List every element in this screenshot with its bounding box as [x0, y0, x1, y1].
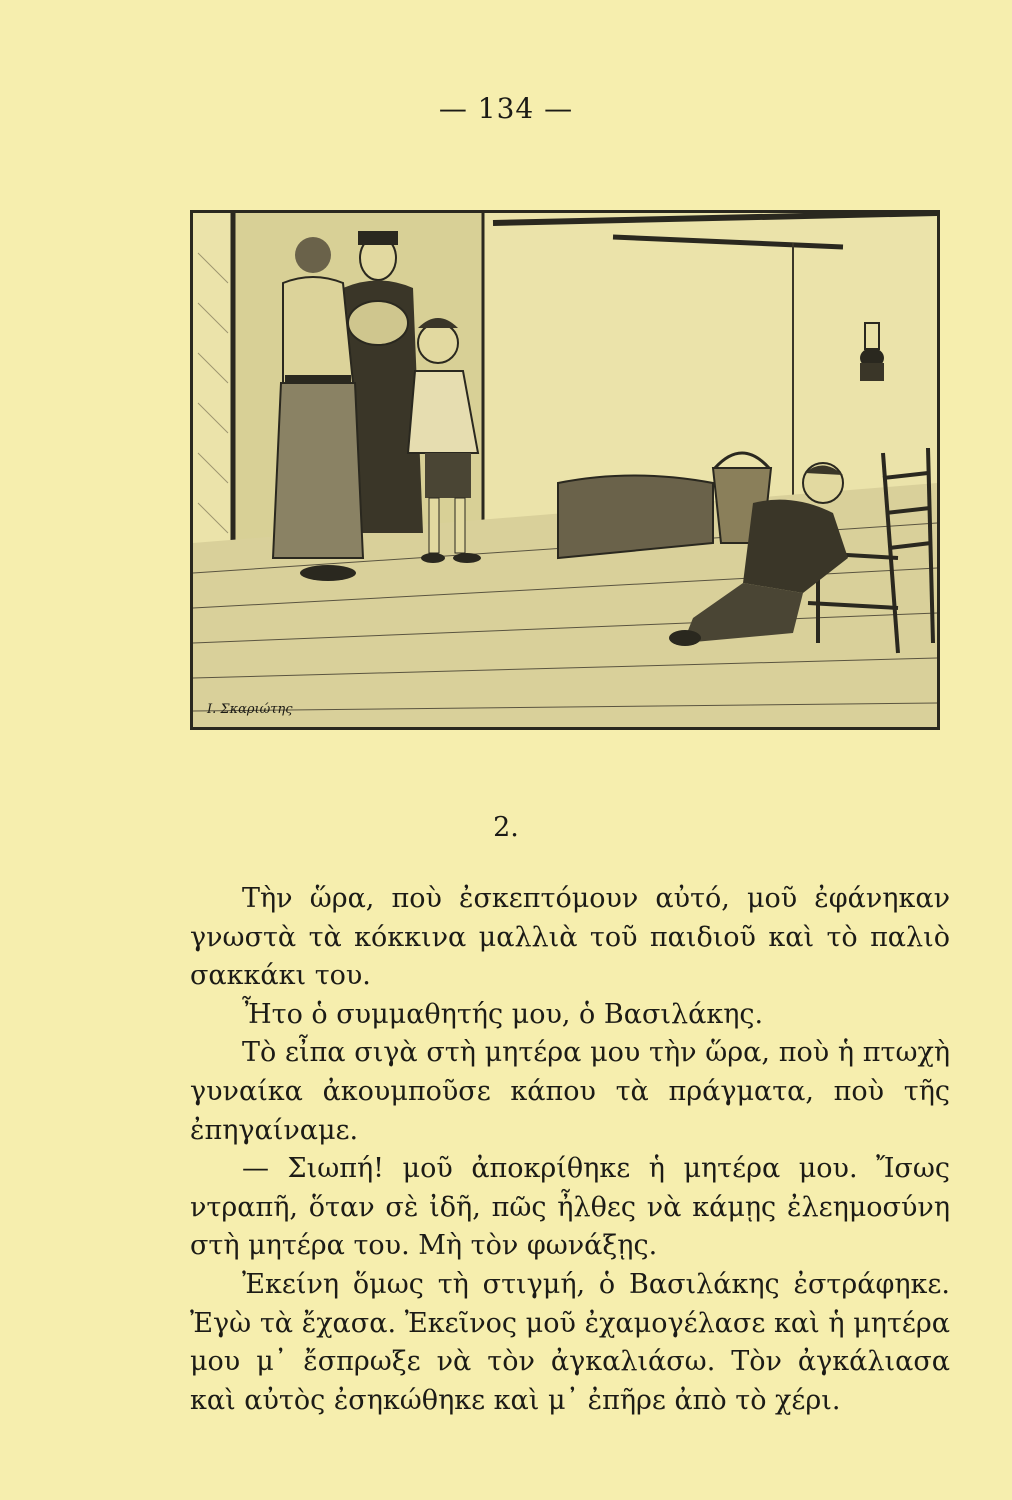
paragraph: — Σιωπή! μοῦ ἀποκρίθηκε ἡ μητέρα μου. Ἴσως ντραπῆ, ὅταν σὲ ἰδῆ, πῶς ἦλθες νὰ κάμῃς ἐλεημοσύνη στὴ μητέρα του. Μὴ τὸν φωνάξῃς.: [190, 1153, 950, 1262]
paragraph: Τὴν ὥρα, ποὺ ἐσκεπτόμουν αὐτό, μοῦ ἐφάνηκαν γνωστὰ τὰ κόκκινα μαλλιὰ τοῦ παιδιοῦ καὶ τὸ παλιὸ σακκάκι του.: [190, 883, 950, 992]
paragraph: Ἦτο ὁ συμμαθητής μου, ὁ Βασιλάκης.: [242, 998, 764, 1030]
illustrator-signature: Ι. Σκαριώτης: [207, 702, 293, 717]
page-number: — 134 —: [438, 92, 574, 125]
paragraph: Ἐκείνη ὅμως τὴ στιγμή, ὁ Βασιλάκης ἐστράφηκε. Ἐγὼ τὰ ἔχασα. Ἐκεῖνος μοῦ ἐχαμογέλασε καὶ ἡ μητέρα μου μ᾽ ἔσπρωξε νὰ τὸν ἀγκαλιάσω. Τὸν ἀγκάλιασα καὶ αὐτὸς ἐσηκώθηκε καὶ μ᾽ ἐπῆρε ἀπὸ τὸ χέρι.: [190, 1268, 950, 1416]
section-number: 2.: [493, 812, 519, 843]
body-text: [190, 880, 950, 1420]
illustration-drawing: [193, 213, 937, 727]
illustration: [190, 210, 940, 730]
paragraph: Τὸ εἶπα σιγὰ στὴ μητέρα μου τὴν ὥρα, ποὺ ἡ πτωχὴ γυναίκα ἀκουμποῦσε κάπου τὰ πράγματα, ποὺ τῆς ἐπηγαίναμε.: [190, 1037, 950, 1146]
chest: [558, 476, 713, 559]
